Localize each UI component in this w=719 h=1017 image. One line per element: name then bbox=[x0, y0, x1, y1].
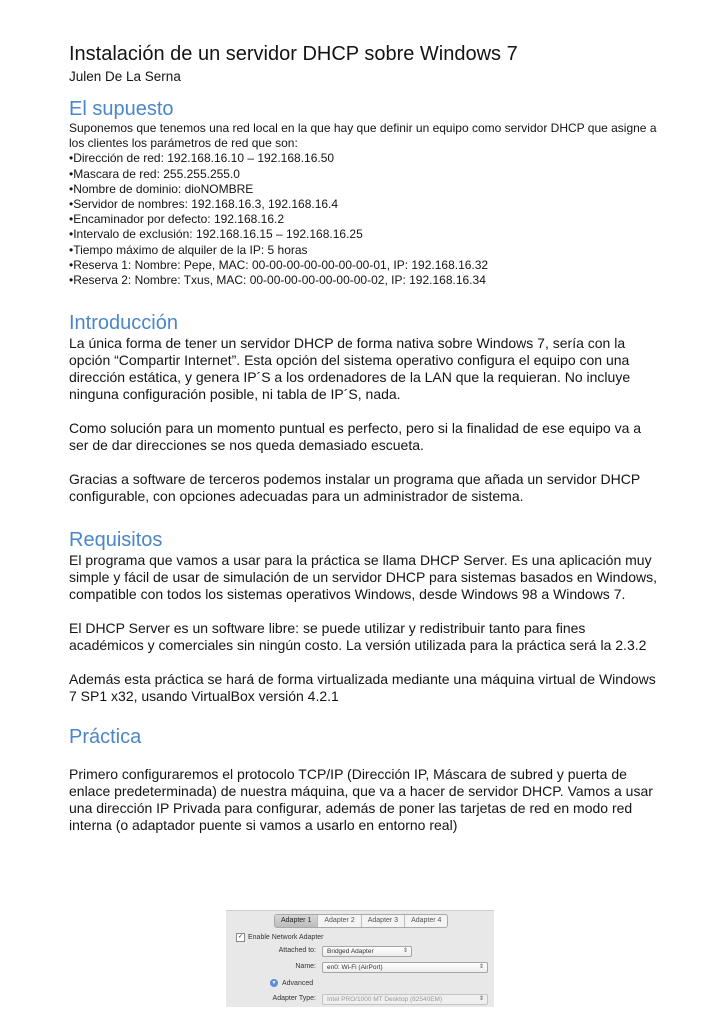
enable-adapter-checkbox[interactable] bbox=[236, 933, 324, 942]
paragraph: Primero configuraremos el protocolo TCP/IP (Dirección IP, Máscara de subred y puerta de enlace predeterminada) de nuestra máquina, que va a hacer de servidor DHCP. Vamos a usar una dirección IP Privada para configurar, además de poner las tarjetas de red en modo red interna (o adaptador puente si vamos a usarlo en entorno real) bbox=[69, 766, 653, 834]
checkmark-icon: ✓ bbox=[237, 934, 244, 940]
list-item: • Reserva 1: Nombre: Pepe, MAC: 00-00-00-00-00-00-00-01, IP: 192.168.16.32 bbox=[69, 258, 659, 273]
select-arrows-icon: ⇕ bbox=[478, 996, 484, 1002]
list-item: • Reserva 2: Nombre: Txus, MAC: 00-00-00-00-00-00-00-02, IP: 192.168.16.34 bbox=[69, 273, 659, 288]
list-item: • Dirección de red: 192.168.16.10 – 192.168.16.50 bbox=[69, 151, 659, 166]
attached-to-label: Attached to: bbox=[278, 947, 316, 954]
section-heading: Práctica bbox=[69, 726, 142, 749]
tab-adapter-1[interactable]: Adapter 1 bbox=[275, 915, 318, 927]
list-item: • Nombre de dominio: dioNOMBRE bbox=[69, 182, 659, 197]
name-select[interactable]: en0: Wi-Fi (AirPort) ⇕ bbox=[322, 962, 488, 973]
document-title: Instalación de un servidor DHCP sobre Windows 7 bbox=[69, 43, 518, 65]
paragraph: Además esta práctica se hará de forma virtualizada mediante una máquina virtual de Windows 7 SP1 x32, usando VirtualBox versión 4.2.1 bbox=[69, 671, 656, 705]
adapter-type-label: Adapter Type: bbox=[272, 995, 316, 1002]
attached-to-select[interactable]: Bridged Adapter ⇕ bbox=[322, 946, 412, 957]
section-introduccion bbox=[69, 311, 659, 505]
name-label: Name: bbox=[295, 963, 316, 970]
section-heading: Introducción bbox=[69, 312, 178, 335]
tab-adapter-4[interactable]: Adapter 4 bbox=[411, 917, 442, 924]
list-item: • Encaminador por defecto: 192.168.16.2 bbox=[69, 212, 659, 227]
list-item: • Mascara de red: 255.255.255.0 bbox=[69, 167, 659, 182]
section-heading: Requisitos bbox=[69, 529, 163, 552]
section-heading: El supuesto bbox=[69, 98, 174, 120]
tab-adapter-3[interactable]: Adapter 3 bbox=[362, 915, 405, 927]
paragraph: La única forma de tener un servidor DHCP de forma nativa sobre Windows 7, sería con la opción “Compartir Internet”. Esta opción del sistema operativo configura el equipo con una dirección estática, y genera IP´S a los ordenadores de la LAN que la requieran. No incluye ninguna configuración posible, ni tabla de IP´S, nada. bbox=[69, 335, 631, 403]
section-supuesto bbox=[69, 97, 659, 288]
select-arrows-icon: ⇕ bbox=[402, 948, 408, 954]
document-page bbox=[69, 42, 659, 834]
section-practica bbox=[69, 725, 659, 834]
virtualbox-adapter-screenshot bbox=[226, 910, 494, 1007]
section-intro: Suponemos que tenemos una red local en la que hay que definir un equipo como servidor DHCP que asigne a los clientes los parámetros de red que son: bbox=[69, 121, 657, 151]
paragraph: El DHCP Server es un software libre: se puede utilizar y redistribuir tanto para fines académicos y comerciales sin ningún costo. La versión utilizada para la práctica será la 2.3.2 bbox=[69, 620, 647, 654]
adapter-type-select[interactable]: Intel PRO/1000 MT Desktop (82540EM) ⇕ bbox=[322, 994, 488, 1005]
advanced-disclosure[interactable] bbox=[270, 979, 313, 987]
paragraph: Gracias a software de terceros podemos instalar un programa que añada un servidor DHCP configurable, con opciones adecuadas para un administrador de sistema. bbox=[69, 471, 640, 505]
list-item: • Servidor de nombres: 192.168.16.3, 192.168.16.4 bbox=[69, 197, 659, 212]
advanced-label: Advanced bbox=[282, 979, 314, 987]
disclosure-triangle-icon: ▼ bbox=[271, 980, 277, 986]
enable-adapter-label: Enable Network Adapter bbox=[248, 934, 324, 941]
document-author: Julen De La Serna bbox=[69, 69, 181, 84]
list-item: • Tiempo máximo de alquiler de la IP: 5 horas bbox=[69, 243, 659, 258]
parameter-list bbox=[69, 151, 659, 288]
select-arrows-icon: ⇕ bbox=[478, 964, 484, 970]
section-requisitos bbox=[69, 528, 659, 705]
adapter-tabs bbox=[274, 914, 448, 928]
paragraph: Como solución para un momento puntual es perfecto, pero si la finalidad de ese equipo va a ser de dar direcciones se nos queda demasiado escueta. bbox=[69, 420, 642, 454]
tab-adapter-2[interactable]: Adapter 2 bbox=[318, 915, 361, 927]
paragraph: El programa que vamos a usar para la práctica se llama DHCP Server. Es una aplicación muy simple y fácil de usar de simulación de un servidor DHCP para sistemas basados en Windows, compatible con todos los sistemas operativos Windows, desde Windows 98 a Windows 7. bbox=[69, 552, 658, 603]
list-item: • Intervalo de exclusión: 192.168.16.15 – 192.168.16.25 bbox=[69, 227, 659, 242]
